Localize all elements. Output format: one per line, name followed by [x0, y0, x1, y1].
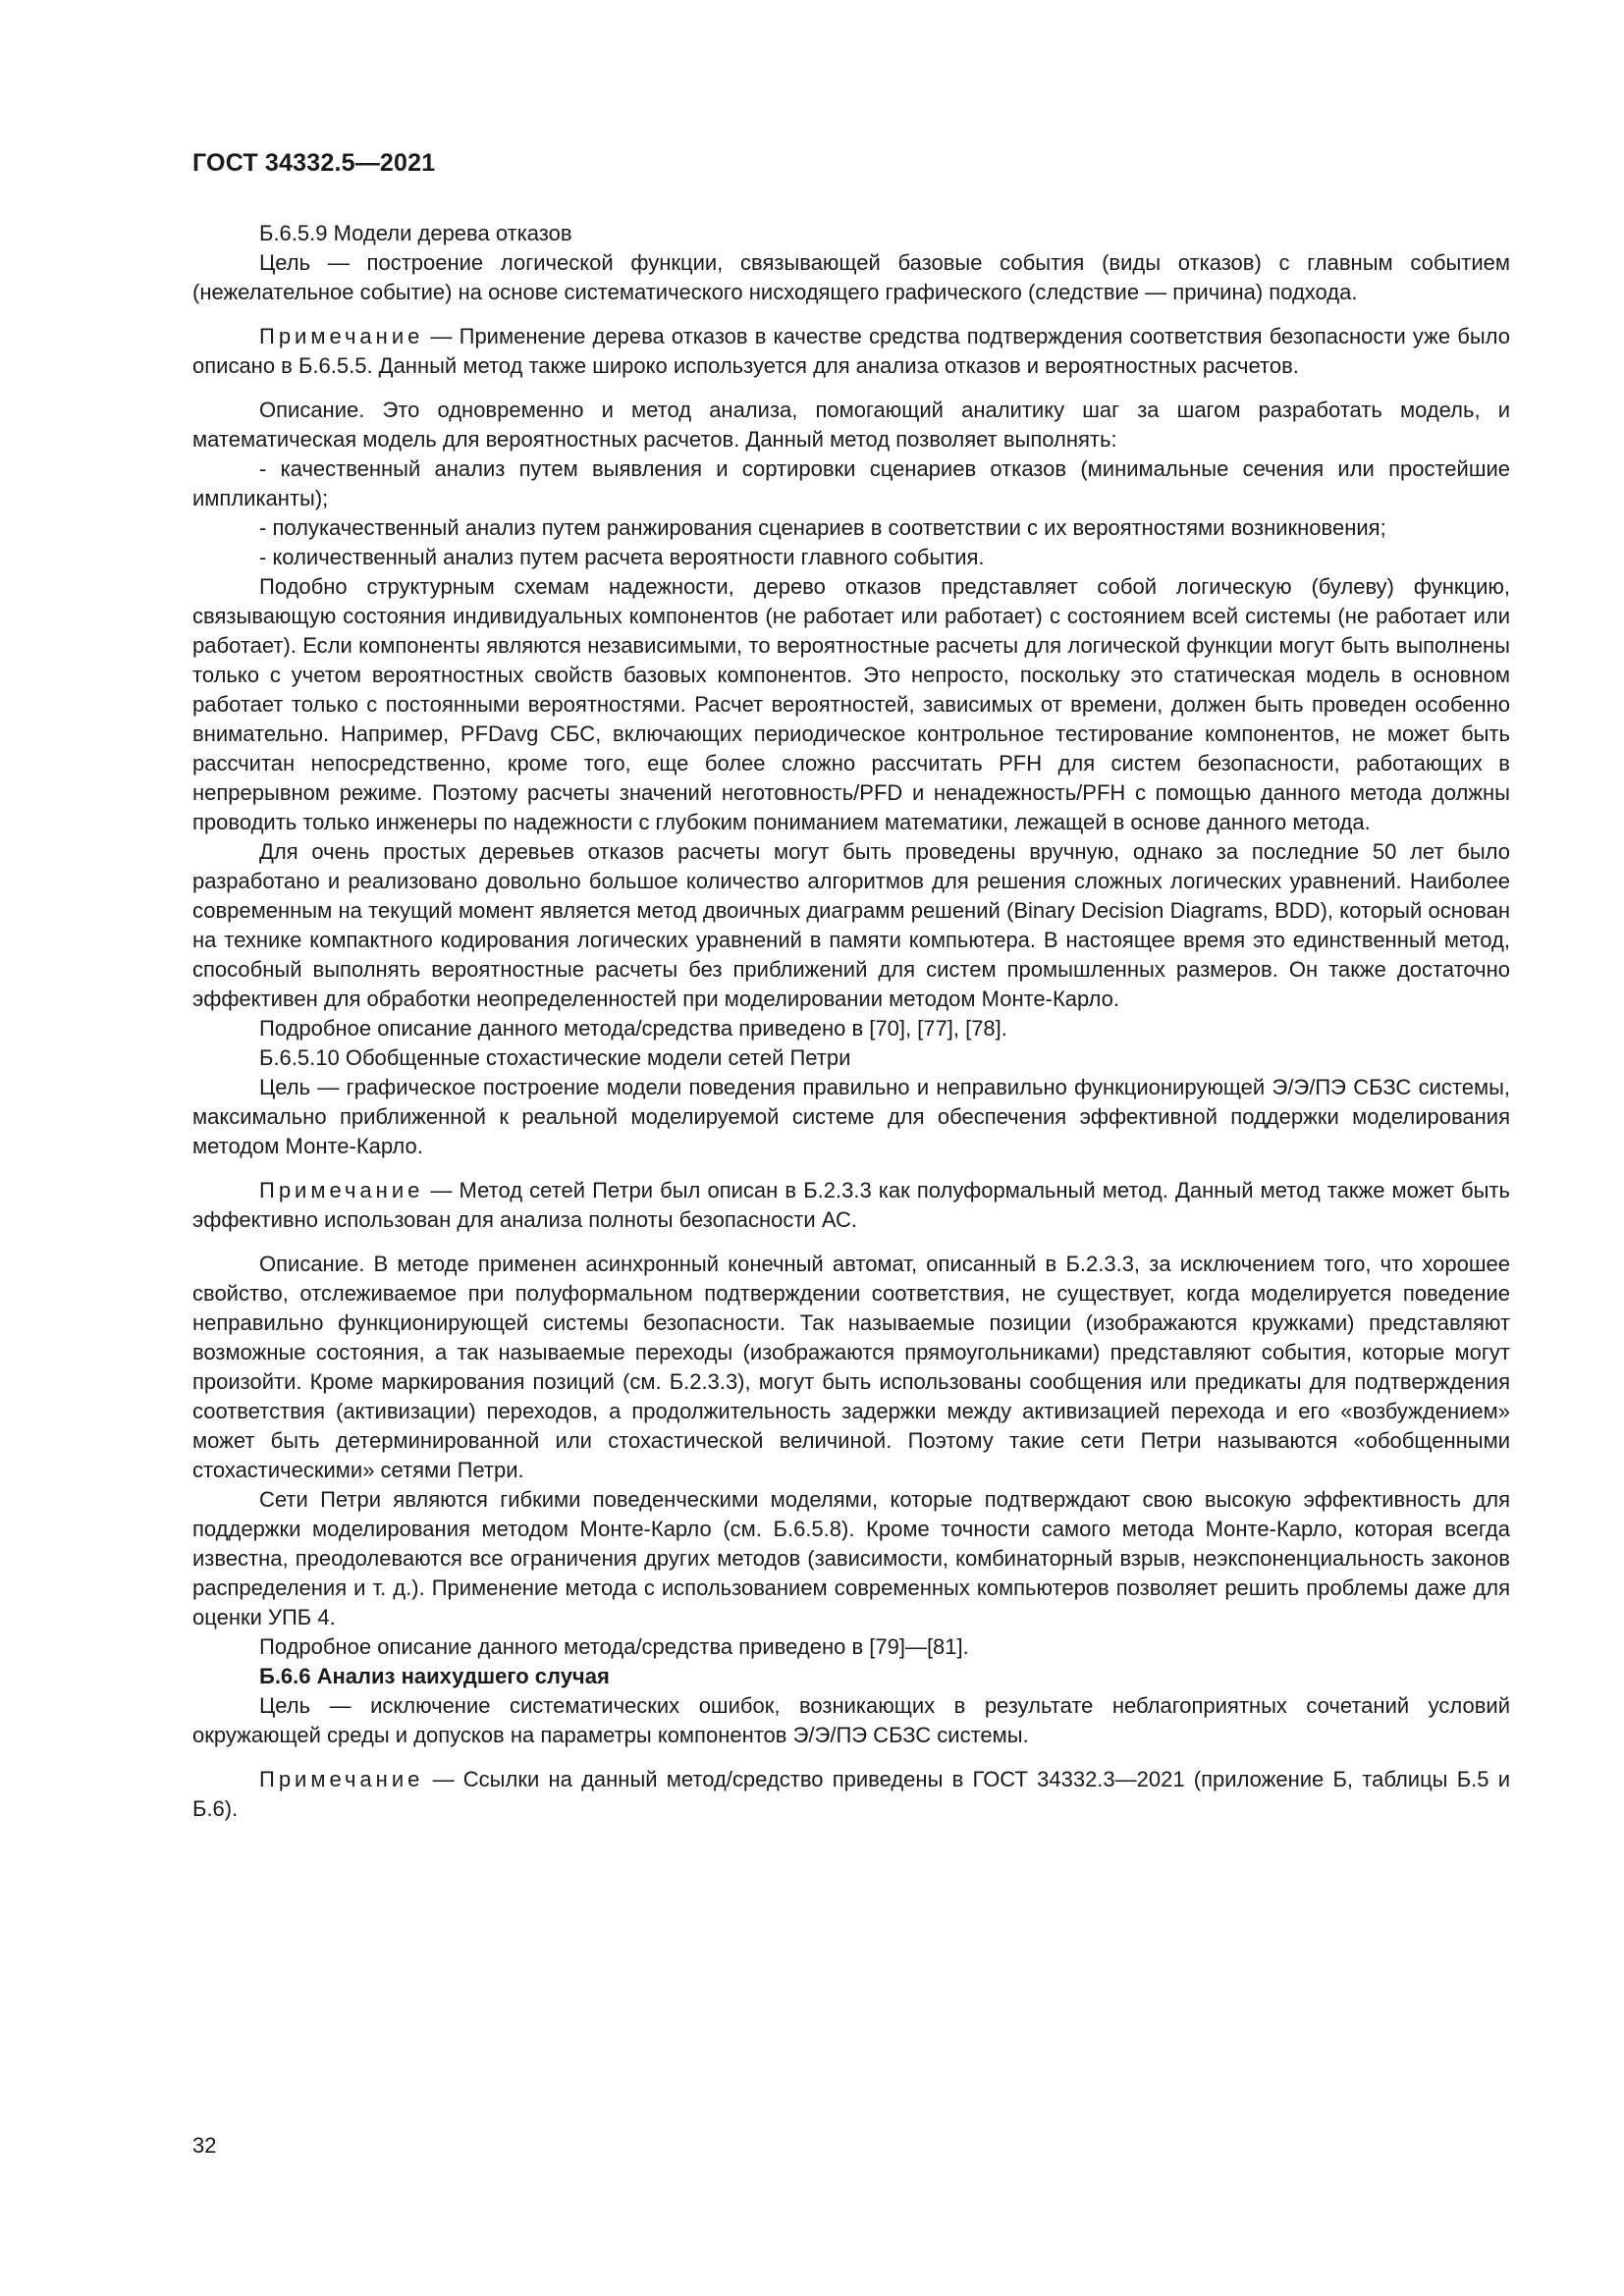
reference-line: Подробное описание данного метода/средства приведено в [79]—[81].: [259, 1634, 969, 1659]
section-heading: Б.6.5.9 Модели дерева отказов: [259, 221, 572, 245]
note-text: — Метод сетей Петри был описан в Б.2.3.3 как полуформальный метод. Данный метод также может быть эффективно использован для анализа полноты безопасности АС.: [192, 1178, 1510, 1232]
note-label: Примечание: [259, 1767, 424, 1791]
note-label: Примечание: [259, 1178, 424, 1202]
page-number: 32: [192, 2133, 217, 2158]
document-header: ГОСТ 34332.5—2021: [192, 149, 436, 177]
paragraph: Описание. В методе применен асинхронный конечный автомат, описанный в Б.2.3.3, за исключением того, что хорошее свойство, отслеживаемое при полуформальном подтверждении соответствия, не существует, когда моделируется поведение неправильно функционирующей системы безопасности. Так называемые позиции (изображаются кружками) представляют возможные состояния, а так называемые переходы (изображаются прямоугольниками) представляют события, которые могут произойти. Кроме маркирования позиций (см. Б.2.3.3), могут быть использованы сообщения или предикаты для подтверждения соответствия (активизации) переходов, а продолжительность задержки между активизацией перехода и его «возбуждением» может быть детерминированной или стохастической величиной. Поэтому такие сети Петри называются «обобщенными стохастическими» сетями Петри.: [192, 1252, 1510, 1482]
reference-line: Подробное описание данного метода/средства приведено в [70], [77], [78].: [259, 1016, 1007, 1041]
paragraph: Цель — графическое построение модели поведения правильно и неправильно функционирующей Э/Э/ПЭ СБЗС системы, максимально приближенной к реальной моделируемой системе для обеспечения эффективной поддержки моделирования методом Монте-Карло.: [192, 1075, 1510, 1158]
note: [192, 1765, 1510, 1824]
section-heading: Б.6.5.10 Обобщенные стохастические модели сетей Петри: [259, 1045, 851, 1070]
note: [192, 1176, 1510, 1235]
note: [192, 322, 1510, 381]
paragraph: Для очень простых деревьев отказов расчеты могут быть проведены вручную, однако за последние 50 лет было разработано и реализовано довольно большое количество алгоритмов для решения сложных логических уравнений. Наиболее современным на текущий момент является метод двоичных диаграмм решений (Binary Decision Diagrams, BDD), который основан на технике компактного кодирования логических уравнений в памяти компьютера. В настоящее время это единственный метод, способный выполнять вероятностные расчеты без приближений для систем промышленных размеров. Он также достаточно эффективен для обработки неопределенностей при моделировании методом Монте-Карло.: [192, 839, 1510, 1011]
note-text: — Применение дерева отказов в качестве средства подтверждения соответствия безопасности уже было описано в Б.6.5.5. Данный метод также широко используется для анализа отказов и вероятностных расчетов.: [192, 324, 1510, 378]
paragraph: Сети Петри являются гибкими поведенческими моделями, которые подтверждают свою высокую эффективность для поддержки моделирования методом Монте-Карло (см. Б.6.5.8). Кроме точности самого метода Монте-Карло, которая всегда известна, преодолеваются все ограничения других методов (зависимости, комбинаторный взрыв, неэкспоненциальность законов распределения и т. д.). Применение метода с использованием современных компьютеров позволяет решить проблемы даже для оценки УПБ 4.: [192, 1487, 1510, 1629]
list-item: - количественный анализ путем расчета вероятности главного события.: [259, 545, 985, 569]
paragraph: Описание. Это одновременно и метод анализа, помогающий аналитику шаг за шагом разработать модель, и математическая модель для вероятностных расчетов. Данный метод позволяет выполнять:: [192, 398, 1510, 452]
note-text: — Ссылки на данный метод/средство приведены в ГОСТ 34332.3—2021 (приложение Б, таблицы Б.5 и Б.6).: [192, 1767, 1510, 1821]
list-item: - качественный анализ путем выявления и сортировки сценариев отказов (минимальные сечения или простейшие импликанты);: [192, 456, 1510, 510]
paragraph: Цель — исключение систематических ошибок, возникающих в результате неблагоприятных сочетаний условий окружающей среды и допусков на параметры компонентов Э/Э/ПЭ СБЗС системы.: [192, 1693, 1510, 1747]
list-item: - полукачественный анализ путем ранжирования сценариев в соответствии с их вероятностями возникновения;: [259, 515, 1386, 540]
document-body: [192, 219, 1510, 1839]
subsection-heading: Б.6.6 Анализ наихудшего случая: [259, 1664, 610, 1688]
paragraph: Подобно структурным схемам надежности, дерево отказов представляет собой логическую (булеву) функцию, связывающую состояния индивидуальных компонентов (не работает или работает) с состоянием всей системы (не работает или работает). Если компоненты являются независимыми, то вероятностные расчеты для логической функции могут быть выполнены только с учетом вероятностных свойств базовых компонентов. Это непросто, поскольку это статическая модель в основном работает только с постоянными вероятностями. Расчет вероятностей, зависимых от времени, должен быть проведен особенно внимательно. Например, PFDavg СБС, включающих периодическое контрольное тестирование компонентов, не может быть рассчитан непосредственно, кроме того, еще более сложно рассчитать PFH для систем безопасности, работающих в непрерывном режиме. Поэтому расчеты значений неготовность/PFD и ненадежность/PFH с помощью данного метода должны проводить только инженеры по надежности с глубоким пониманием математики, лежащей в основе данного метода.: [192, 574, 1510, 834]
paragraph: Цель — построение логической функции, связывающей базовые события (виды отказов) с главным событием (нежелательное событие) на основе систематического нисходящего графического (следствие — причина) подхода.: [192, 250, 1510, 304]
note-label: Примечание: [259, 324, 424, 348]
